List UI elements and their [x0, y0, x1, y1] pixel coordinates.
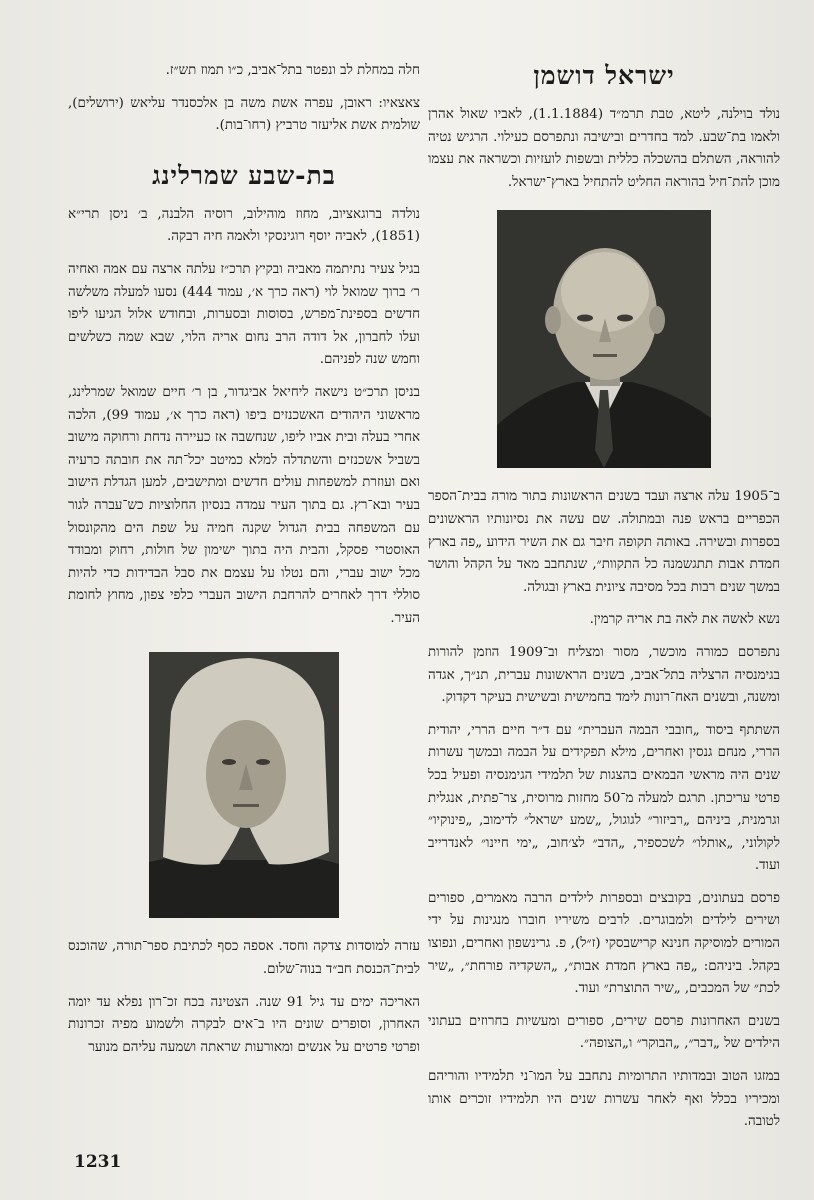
- paragraph: השתתף ביסוד „חובבי הבמה העברית״ עם ד״ר חיים הררי, יהודית הררי, מנחם גנסין ואחרים, מילא תפקידים על הבמה ובמשך עשרות שנים היה מראשי הבמאים בהצגות של תלמידי הגימנסיה ופעיל בכל פרטי עריכתן. תרגם למעלה מ־50 מחזות מרוסית, צר־פתית, אנגלית וגרמנית, ביניהם „רביזור״ לגוגול, „שמע ישראל״ לדימוב, „פינוקיו״ לקולוני, „אותלו״ לשכספיר, „הדב״ לצ׳חוב, „ימי חיינו״ לאנדרייב ועוד.: [428, 722, 780, 874]
- paragraph: בגיל צעיר נתיתמה מאביה ובקיץ תרכ״ז עלתה ארצה עם אמה ואחיה ר׳ ברוך שמואל לוי (ראה כרך א׳, עמוד 444) נסעו למעלה משלשה חדשים בספינת־מפרש, בסוסות ובסערות, ובחודש אלול הגיעו ליפו ועלו לחברון, אל דודה הרב נחום אריה הלוי, שבא שמה כשלשים וחמש שנה לפניהם.: [68, 261, 420, 368]
- paragraph: ב־1905 עלה ארצה ועבד בשנים הראשונות בתור מורה בבית־הספר הכפריים בראש פנה ובמתולה. שם עשה את נסיונותיו הראשונים בספרות ובשירה. באותה תקופה חיבר גם את השיר הידוע „פה בארץ חמדת אבות תתגשמנה כל התקוות״, שנתחבב מאד על הקהל והושר במשך שנים רבות בכל מסיבה ציונית בארץ ובגולה.: [428, 489, 780, 595]
- paragraph: צאצאיו: ראובן, עפרה אשת משה בן אלכסנדר עליאש (ירושלים), שולמית אשת אליעזר טרביץ (רחו־בות).: [68, 95, 420, 134]
- paragraph: פרסם בעתונים, בקובצים ובספרות לילדים הרבה מאמרים, ספורים ושירים לילדים ולמבוגרים. לרבים משיריו חוברו מנגינות על ידי המורים למוסיקה חנינא קרישבסקי (ז״ל), פ. גרינשפון ואחרים, ונפוצו בקהל. ביניהם: „פה בארץ חמדת אבות״, „השקדיה פורחת״, „שיר לכת״ של המכבים, „שיר התוצרת״ ועוד.: [428, 890, 780, 997]
- paragraph: חלה במחלת לב ונפטר בתל־אביב, כ״ו תמוז תש״ז.: [165, 63, 420, 78]
- paragraph: נשא לאשה את לאה בת אריה קרמין.: [589, 612, 780, 628]
- portrait-photo-batsheva-shmerling: [149, 652, 339, 918]
- portrait-photo-israel-dushman: [497, 210, 711, 468]
- paragraph: בשנים האחרונות פרסם שירים, ספורים ומעשיות בחרוזים בעתוני הילדים של „דבר״, „הבוקר״ ו„הצופה״.: [428, 1013, 780, 1052]
- paragraph: במזגו הטוב ובמדותיו התרומיות נתחבב על המו־ני תלמידיו והוריהם ומכיריו בכלל ואף לאחר עשרות שנים היו תלמידיו זוכרים אותו לטובה.: [428, 1069, 780, 1130]
- paragraph: נולד בוילנה, ליטא, טבת תרמ״ד (1.1.1884), לאביו שאול אהרן ולאמו בת־שבע. למד בחדרים ובישיבה ונתפרסם כעילוי. הרגיש נטיה להוראה, השתלם בהשכלה כללית ובשפות לועזיות וכשראה את עצמו מוכן להת־חיל בהוראה החליט להתחיל בארץ־ישראל.: [428, 107, 780, 190]
- continued-text-block: [68, 60, 420, 138]
- paragraph: עזרה למוסדות צדקה וחסד. אספה כסף לכתיבת ספר־תורה, שהוכנס לבית־הכנסת חב״ד בנוה־שלום.: [68, 939, 420, 978]
- portrait-image: [149, 652, 339, 918]
- left-column: [68, 60, 420, 1069]
- paragraph: האריכה ימים עד גיל 91 שנה. הצטינה בכח זכ־רון נפלא עד יומה האחרון, וסופרים שונים היו ב־אים לבקרה ולשמוע מפיה זכרונות ופרטי פרטים על אנשים ומאורעות שראתה ושמעה עליהם מנוער: [68, 994, 420, 1055]
- paragraph: נתפרסם כמורה מוכשר, מסור ומצליח וב־1909 הוזמן להורות בגימנסיה הרצליה בתל־אביב, בשנים הראשונות עברית, תנ״ך, אגדה ומשנה, ובשנים האח־רונות לימד בחמישית ובשישית בעיקר דקדוק.: [428, 644, 780, 706]
- right-column: [428, 60, 780, 1144]
- page-number: 1231: [74, 1152, 122, 1172]
- paragraph: בניסן תרכ״ט נישאה ליחיאל אביגדור, בן ר׳ חיים שמואל שמרלינג, מראשוני היהודים האשכנזים ביפו (ראה כרך א׳, עמוד 99), הלכה אחרי בעלה ובית אביו ליפו, שנחשבה אז כעיירה נדחת ורחוקה מישוב בשביל אשכנזים והשתדלה למלא כמיטב יכל־תה את חובתה כרעיה ואם ועוזרת למשפחות עולים חדשים ומתישבים, למען הגדלת הישוב בעיר ובא־רץ. גם בתוך העיר עמדה בנסיון החלוציות כש־עברה לגור עם המשפחה בבית הגדול שקנה חמיה על שפת הים מהקונסול האוסטרי פסקל, והבית היה בתוך ישימון של חולות, רחוק ומבודד מכל ישוב עברי, והם נטלו על עצמם את סבל הבדידות כדי להיות סוללי דרך לאחרים להרחבת הישוב העברי כלפי צפון, מחוץ לחומת העיר.: [68, 384, 420, 626]
- article-title-israel-dushman: ישראל דושמן: [533, 61, 675, 90]
- paragraph: נולדה ברוגאציוב, מחוז מוהילוב, רוסיה הלבנה, ב׳ ניסן תרי״א (1851), לאביה יוסף רוגינסקי ולאמה חיה רבקה.: [68, 206, 420, 245]
- article-title-batsheva-shmerling: בת-שבע שמרלינג: [152, 160, 336, 190]
- portrait-image: [497, 210, 711, 468]
